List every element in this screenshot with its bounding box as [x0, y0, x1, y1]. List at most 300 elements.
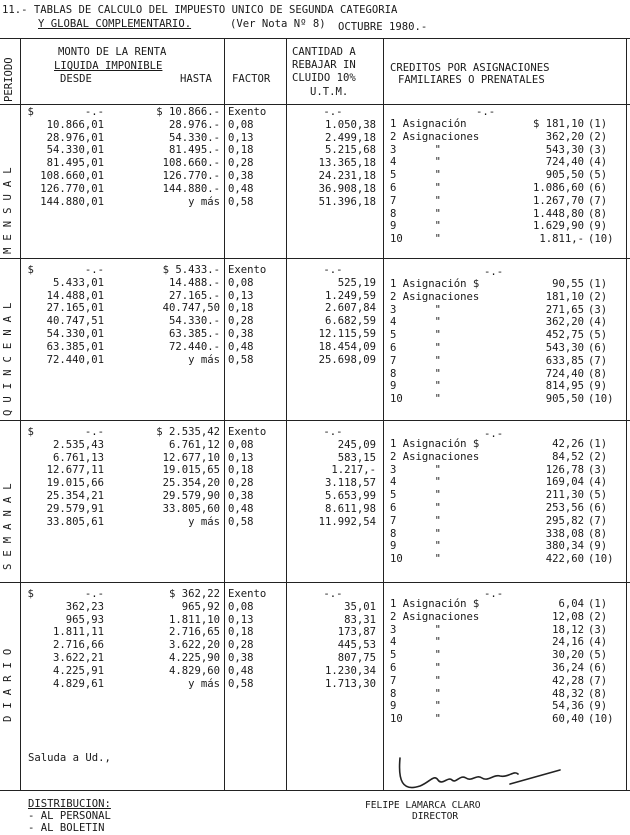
- cred-label: 9 ": [390, 700, 442, 713]
- mensual-cred-labels: [390, 118, 500, 246]
- desde-cell: 144.880,01: [40, 195, 104, 208]
- cred-label: 8 ": [390, 367, 442, 380]
- desde-cell: 3.622,21: [52, 651, 104, 664]
- cantidad-cell: 51.396,18: [318, 195, 376, 208]
- cred-label: 8 ": [390, 687, 442, 700]
- cantidad-cell: 5.653,99: [324, 489, 376, 502]
- creditos-header-dash: -.-: [484, 266, 504, 278]
- cred-num: (8): [588, 687, 608, 700]
- cred-label: 7 ": [390, 354, 442, 367]
- desde-cell: 6.761,13: [52, 451, 104, 464]
- periodo-header: PERIODO: [3, 57, 15, 102]
- factor-cell: Exento: [228, 588, 267, 600]
- factor-cell: Exento: [228, 426, 267, 438]
- cantidad-cell: 173,87: [337, 626, 376, 639]
- cred-amount: 1.267,70: [532, 194, 584, 207]
- factor-cell: 0,58: [228, 195, 254, 208]
- desde-cell: 5.433,01: [52, 276, 104, 289]
- factor-cell: 0,08: [228, 276, 254, 289]
- cred-label: 10 ": [390, 713, 442, 726]
- factor-cell: 0,28: [228, 315, 254, 328]
- semanal-cred-nums: [588, 438, 624, 566]
- desde-cell: 2.535,43: [52, 438, 104, 451]
- cred-amount: 380,34: [545, 540, 584, 553]
- factor-cell: 0,18: [228, 464, 254, 477]
- mensual-cred-amounts: [500, 118, 584, 246]
- cantidad-cell: 1.230,34: [324, 664, 376, 677]
- cred-num: (8): [588, 207, 608, 220]
- factor-cell: 0,58: [228, 353, 254, 366]
- factor-cell: Exento: [228, 264, 267, 276]
- cred-label: 6 ": [390, 501, 442, 514]
- cred-label: 5 ": [390, 169, 442, 182]
- cred-num: (9): [588, 700, 608, 713]
- cred-num: (3): [588, 463, 608, 476]
- desde-cell: 54.330,01: [46, 144, 104, 157]
- cred-num: (5): [588, 649, 608, 662]
- cred-amount: 271,65: [545, 303, 584, 316]
- hasta-cell: 33.805,60: [162, 502, 220, 515]
- cred-num: (2): [588, 130, 608, 143]
- quincenal-cred-amounts: [500, 278, 584, 406]
- hasta-cell: 12.677,10: [162, 451, 220, 464]
- cred-label: 9 ": [390, 220, 442, 233]
- hasta-cell: 3.622,20: [168, 639, 220, 652]
- month-label: OCTUBRE 1980.-: [338, 21, 428, 33]
- cantidad-header-line2: REBAJAR IN: [292, 59, 356, 71]
- cred-label: 4 ": [390, 476, 442, 489]
- cred-num: (6): [588, 661, 608, 674]
- desde-cell: 25.354,21: [46, 489, 104, 502]
- hasta-cell: 27.165.-: [168, 289, 220, 302]
- diario-cred-amounts: [500, 598, 584, 726]
- desde-cell: 29.579,91: [46, 502, 104, 515]
- cantidad-cell: 12.115,59: [318, 327, 376, 340]
- factor-cell: 0,28: [228, 639, 254, 652]
- diario-desde-column: [24, 588, 104, 690]
- cantidad-cell: 3.118,57: [324, 477, 376, 490]
- cred-num: (10): [588, 233, 614, 246]
- cantidad-col-border: [383, 38, 384, 790]
- factor-cell: 0,48: [228, 182, 254, 195]
- cred-label: 2 Asignaciones: [390, 290, 480, 303]
- semanal-cred-labels: [390, 438, 500, 566]
- factor-cell: 0,18: [228, 144, 254, 157]
- cred-label: 9 ": [390, 380, 442, 393]
- hasta-cell: y más: [188, 677, 220, 690]
- desde-cell: 2.716,66: [52, 639, 104, 652]
- cred-amount: 362,20: [545, 130, 584, 143]
- factor-cell: 0,18: [228, 302, 254, 315]
- cred-num: (4): [588, 316, 608, 329]
- cantidad-cell: 2.499,18: [324, 131, 376, 144]
- signature-image: [390, 740, 570, 800]
- semanal-bottom-border: [0, 582, 630, 583]
- desde-cell: $ -.-: [27, 588, 104, 600]
- desde-cell: 40.747,51: [46, 315, 104, 328]
- cred-amount: 543,30: [545, 143, 584, 156]
- quincenal-cred-labels: [390, 278, 500, 406]
- monto-header-line2: LIQUIDA IMPONIBLE: [54, 60, 163, 72]
- hasta-cell: 144.880.-: [162, 182, 220, 195]
- cred-num: (1): [588, 278, 608, 290]
- cred-num: (6): [588, 501, 608, 514]
- desde-cell: 12.677,11: [46, 464, 104, 477]
- period-label-mensual: MENSUAL: [2, 160, 14, 254]
- hasta-cell: 1.811,10: [168, 613, 220, 626]
- cred-amount: 338,08: [545, 527, 584, 540]
- factor-cell: 0,08: [228, 118, 254, 131]
- desde-cell: 362,23: [65, 600, 104, 613]
- cantidad-header-line4: U.T.M.: [310, 86, 349, 98]
- cred-amount: 36,24: [552, 661, 584, 674]
- factor-cell: 0,58: [228, 515, 254, 528]
- cantidad-cell: 1.217,-: [331, 464, 376, 477]
- cred-label: 2 Asignaciones: [390, 610, 480, 623]
- cred-label: 4 ": [390, 636, 442, 649]
- desde-cell: 10.866,01: [46, 118, 104, 131]
- cred-amount: 905,50: [545, 169, 584, 182]
- factor-header: FACTOR: [232, 73, 271, 85]
- desde-cell: 54.330,01: [46, 327, 104, 340]
- quincenal-hasta-column: [120, 264, 220, 366]
- cred-label: 4 ": [390, 156, 442, 169]
- cred-num: (4): [588, 636, 608, 649]
- desde-cell: $ -.-: [27, 106, 104, 118]
- cred-label: 3 ": [390, 143, 442, 156]
- hasta-col-border: [224, 38, 225, 790]
- cantidad-cell: 245,09: [337, 438, 376, 451]
- desde-cell: 63.385,01: [46, 340, 104, 353]
- factor-cell: 0,18: [228, 626, 254, 639]
- creditos-header-line1: CREDITOS POR ASIGNACIONES: [390, 62, 550, 74]
- cred-num: (5): [588, 329, 608, 342]
- cred-num: (7): [588, 194, 608, 207]
- creditos-header-dash: -.-: [484, 428, 504, 440]
- factor-cell: 0,38: [228, 327, 254, 340]
- hasta-cell: 6.761,12: [168, 438, 220, 451]
- desde-cell: 19.015,66: [46, 477, 104, 490]
- desde-cell: $ -.-: [27, 264, 104, 276]
- factor-cell: 0,28: [228, 157, 254, 170]
- quincenal-bottom-border: [0, 420, 630, 421]
- factor-cell: 0,58: [228, 677, 254, 690]
- semanal-cantidad-column: [290, 426, 376, 528]
- signer-title: DIRECTOR: [412, 811, 459, 822]
- cred-num: (7): [588, 514, 608, 527]
- diario-cantidad-column: [290, 588, 376, 690]
- cantidad-cell: 36.908,18: [318, 182, 376, 195]
- period-label-diario: DIARIO: [2, 641, 14, 722]
- cred-label: 1 Asignación $: [390, 438, 480, 450]
- cantidad-header-line3: CLUIDO 10%: [292, 72, 356, 84]
- cred-num: (7): [588, 354, 608, 367]
- hasta-cell: 54.330.-: [168, 131, 220, 144]
- factor-cell: Exento: [228, 106, 267, 118]
- cred-label: 6 ": [390, 341, 442, 354]
- signer-name: FELIPE LAMARCA CLARO: [365, 800, 481, 811]
- cred-amount: 362,20: [545, 316, 584, 329]
- desde-cell: 14.488,01: [46, 289, 104, 302]
- cred-amount: 814,95: [545, 380, 584, 393]
- cred-num: (6): [588, 341, 608, 354]
- diario-cred-labels: [390, 598, 500, 726]
- period-label-quincenal: QUINCENAL: [2, 295, 14, 416]
- cred-label: 3 ": [390, 303, 442, 316]
- hasta-cell: 29.579,90: [162, 489, 220, 502]
- monto-header-line1: MONTO DE LA RENTA: [58, 46, 167, 58]
- cred-num: (10): [588, 553, 614, 566]
- cantidad-cell: 2.607,84: [324, 302, 376, 315]
- cred-amount: 295,82: [545, 514, 584, 527]
- cred-amount: 1.811,-: [539, 233, 584, 246]
- factor-cell: 0,38: [228, 489, 254, 502]
- cred-num: (2): [588, 290, 608, 303]
- distribution-heading: DISTRIBUCION:: [28, 798, 111, 810]
- note-reference: (Ver Nota Nº 8): [230, 18, 326, 30]
- hasta-cell: 54.330.-: [168, 315, 220, 328]
- cantidad-cell: -.-: [323, 426, 343, 438]
- cred-label: 10 ": [390, 233, 442, 246]
- cred-amount: 90,55: [552, 278, 584, 290]
- hasta-cell: 126.770.-: [162, 169, 220, 182]
- factor-col-border: [286, 38, 287, 790]
- cred-num: (4): [588, 156, 608, 169]
- hasta-cell: 40.747,50: [162, 302, 220, 315]
- cantidad-cell: 25.698,09: [318, 353, 376, 366]
- hasta-cell: 72.440.-: [168, 340, 220, 353]
- hasta-cell: 4.829,60: [168, 664, 220, 677]
- cred-amount: 54,36: [552, 700, 584, 713]
- factor-cell: 0,28: [228, 477, 254, 490]
- hasta-cell: 14.488.-: [168, 276, 220, 289]
- desde-cell: 28.976,01: [46, 131, 104, 144]
- cred-num: (4): [588, 476, 608, 489]
- cred-num: (3): [588, 303, 608, 316]
- cred-label: 1 Asignación $: [390, 598, 480, 610]
- semanal-hasta-column: [120, 426, 220, 528]
- hasta-cell: 28.976.-: [168, 118, 220, 131]
- cred-num: (1): [588, 118, 608, 130]
- cred-label: 10 ": [390, 393, 442, 406]
- cred-num: (6): [588, 181, 608, 194]
- cantidad-cell: 6.682,59: [324, 315, 376, 328]
- mensual-bottom-border: [0, 258, 630, 259]
- desde-cell: 1.811,11: [52, 626, 104, 639]
- table-top-border: [0, 38, 630, 39]
- cred-num: (1): [588, 438, 608, 450]
- cred-amount: 633,85: [545, 354, 584, 367]
- hasta-cell: 81.495.-: [168, 144, 220, 157]
- factor-cell: 0,08: [228, 600, 254, 613]
- diario-cred-nums: [588, 598, 624, 726]
- mensual-cantidad-column: [290, 106, 376, 208]
- document-subtitle: Y GLOBAL COMPLEMENTARIO.: [38, 18, 192, 30]
- cred-num: (5): [588, 489, 608, 502]
- cantidad-cell: 35,01: [344, 600, 376, 613]
- periodo-col-border: [20, 38, 21, 790]
- cred-label: 3 ": [390, 623, 442, 636]
- hasta-cell: 965,92: [181, 600, 220, 613]
- cred-label: 1 Asignación: [390, 118, 467, 130]
- creditos-header-line2: FAMILIARES O PRENATALES: [398, 74, 545, 86]
- cred-label: 5 ": [390, 649, 442, 662]
- factor-cell: 0,13: [228, 289, 254, 302]
- quincenal-cred-nums: [588, 278, 624, 406]
- mensual-factor-column: [228, 106, 284, 208]
- cred-label: 7 ": [390, 674, 442, 687]
- cred-num: (9): [588, 540, 608, 553]
- cred-num: (9): [588, 220, 608, 233]
- cred-label: 7 ": [390, 514, 442, 527]
- diario-hasta-column: [120, 588, 220, 690]
- cred-amount: 1.448,80: [532, 207, 584, 220]
- cred-num: (10): [588, 713, 614, 726]
- cred-num: (1): [588, 598, 608, 610]
- cantidad-cell: 24.231,18: [318, 169, 376, 182]
- cantidad-cell: 8.611,98: [324, 502, 376, 515]
- hasta-cell: 63.385.-: [168, 327, 220, 340]
- hasta-cell: $ 10.866.-: [156, 106, 220, 118]
- closing-salutation: Saluda a Ud.,: [28, 752, 111, 764]
- cantidad-header-line1: CANTIDAD A: [292, 46, 356, 58]
- desde-cell: 126.770,01: [40, 182, 104, 195]
- cred-amount: 60,40: [552, 713, 584, 726]
- factor-cell: 0,13: [228, 451, 254, 464]
- distribution-item: - AL BOLETIN: [28, 822, 105, 834]
- cred-label: 5 ": [390, 489, 442, 502]
- cantidad-cell: 5.215,68: [324, 144, 376, 157]
- desde-cell: 108.660,01: [40, 169, 104, 182]
- table-right-border: [626, 38, 627, 790]
- cred-num: (2): [588, 450, 608, 463]
- desde-cell: $ -.-: [27, 426, 104, 438]
- cred-num: (9): [588, 380, 608, 393]
- cantidad-cell: 807,75: [337, 651, 376, 664]
- cantidad-cell: 583,15: [337, 451, 376, 464]
- quincenal-cantidad-column: [290, 264, 376, 366]
- cred-amount: 452,75: [545, 329, 584, 342]
- cred-num: (10): [588, 393, 614, 406]
- cred-amount: 1.629,90: [532, 220, 584, 233]
- hasta-cell: 4.225,90: [168, 651, 220, 664]
- desde-cell: 81.495,01: [46, 157, 104, 170]
- cred-amount: 126,78: [545, 463, 584, 476]
- hasta-header: HASTA: [180, 73, 212, 85]
- document-title: 11.- TABLAS DE CALCULO DEL IMPUESTO UNICO DE SEGUNDA CATEGORIA: [2, 4, 398, 16]
- factor-cell: 0,48: [228, 664, 254, 677]
- cred-amount: 42,26: [552, 438, 584, 450]
- quincenal-factor-column: [228, 264, 284, 366]
- cred-amount: 1.086,60: [532, 181, 584, 194]
- cred-label: 1 Asignación $: [390, 278, 480, 290]
- desde-cell: 27.165,01: [46, 302, 104, 315]
- mensual-cred-nums: [588, 118, 624, 246]
- cred-amount: 24,16: [552, 636, 584, 649]
- cred-amount: 18,12: [552, 623, 584, 636]
- creditos-header-dash: -.-: [476, 106, 496, 118]
- cred-label: 8 ": [390, 527, 442, 540]
- cantidad-cell: 1.713,30: [324, 677, 376, 690]
- cantidad-cell: -.-: [323, 264, 343, 276]
- cantidad-cell: 83,31: [344, 613, 376, 626]
- hasta-cell: y más: [188, 195, 220, 208]
- distribution-item: - AL PERSONAL: [28, 810, 111, 822]
- hasta-cell: $ 5.433.-: [162, 264, 220, 276]
- cred-amount: 169,04: [545, 476, 584, 489]
- creditos-header-dash: -.-: [484, 588, 504, 600]
- cred-num: (7): [588, 674, 608, 687]
- cred-amount: 211,30: [545, 489, 584, 502]
- cantidad-cell: 13.365,18: [318, 157, 376, 170]
- cantidad-cell: 1.249,59: [324, 289, 376, 302]
- cantidad-cell: 525,19: [337, 276, 376, 289]
- period-label-semanal: SEMANAL: [2, 476, 14, 570]
- cred-amount: 30,20: [552, 649, 584, 662]
- cantidad-cell: -.-: [323, 106, 343, 118]
- factor-cell: 0,38: [228, 651, 254, 664]
- cred-amount: 724,40: [545, 156, 584, 169]
- mensual-hasta-column: [120, 106, 220, 208]
- cred-num: (3): [588, 143, 608, 156]
- cred-label: 9 ": [390, 540, 442, 553]
- desde-cell: 33.805,61: [46, 515, 104, 528]
- cred-amount: 905,50: [545, 393, 584, 406]
- semanal-cred-amounts: [500, 438, 584, 566]
- cantidad-cell: -.-: [323, 588, 343, 600]
- cred-num: (3): [588, 623, 608, 636]
- cred-label: 5 ": [390, 329, 442, 342]
- cred-label: 7 ": [390, 194, 442, 207]
- cred-label: 4 ": [390, 316, 442, 329]
- header-bottom-border: [0, 104, 630, 105]
- cred-label: 3 ": [390, 463, 442, 476]
- hasta-cell: 2.716,65: [168, 626, 220, 639]
- cred-amount: 253,56: [545, 501, 584, 514]
- factor-cell: 0,13: [228, 131, 254, 144]
- cantidad-cell: 11.992,54: [318, 515, 376, 528]
- cred-amount: 84,52: [552, 450, 584, 463]
- cred-label: 8 ": [390, 207, 442, 220]
- cred-amount: $ 181,10: [532, 118, 584, 130]
- cred-amount: 181,10: [545, 290, 584, 303]
- cred-label: 2 Asignaciones: [390, 130, 480, 143]
- desde-cell: 72.440,01: [46, 353, 104, 366]
- hasta-cell: $ 362,22: [168, 588, 220, 600]
- cred-amount: 543,30: [545, 341, 584, 354]
- factor-cell: 0,48: [228, 340, 254, 353]
- factor-cell: 0,38: [228, 169, 254, 182]
- hasta-cell: 25.354,20: [162, 477, 220, 490]
- hasta-cell: $ 2.535,42: [156, 426, 220, 438]
- hasta-cell: y más: [188, 515, 220, 528]
- cred-num: (8): [588, 527, 608, 540]
- cantidad-cell: 1.050,38: [324, 118, 376, 131]
- desde-cell: 965,93: [65, 613, 104, 626]
- cred-amount: 48,32: [552, 687, 584, 700]
- diario-factor-column: [228, 588, 284, 690]
- cred-label: 2 Asignaciones: [390, 450, 480, 463]
- desde-header: DESDE: [60, 73, 92, 85]
- cantidad-cell: 445,53: [337, 639, 376, 652]
- factor-cell: 0,13: [228, 613, 254, 626]
- cred-label: 6 ": [390, 181, 442, 194]
- hasta-cell: 19.015,65: [162, 464, 220, 477]
- mensual-desde-column: [24, 106, 104, 208]
- hasta-cell: y más: [188, 353, 220, 366]
- cred-amount: 12,08: [552, 610, 584, 623]
- factor-cell: 0,08: [228, 438, 254, 451]
